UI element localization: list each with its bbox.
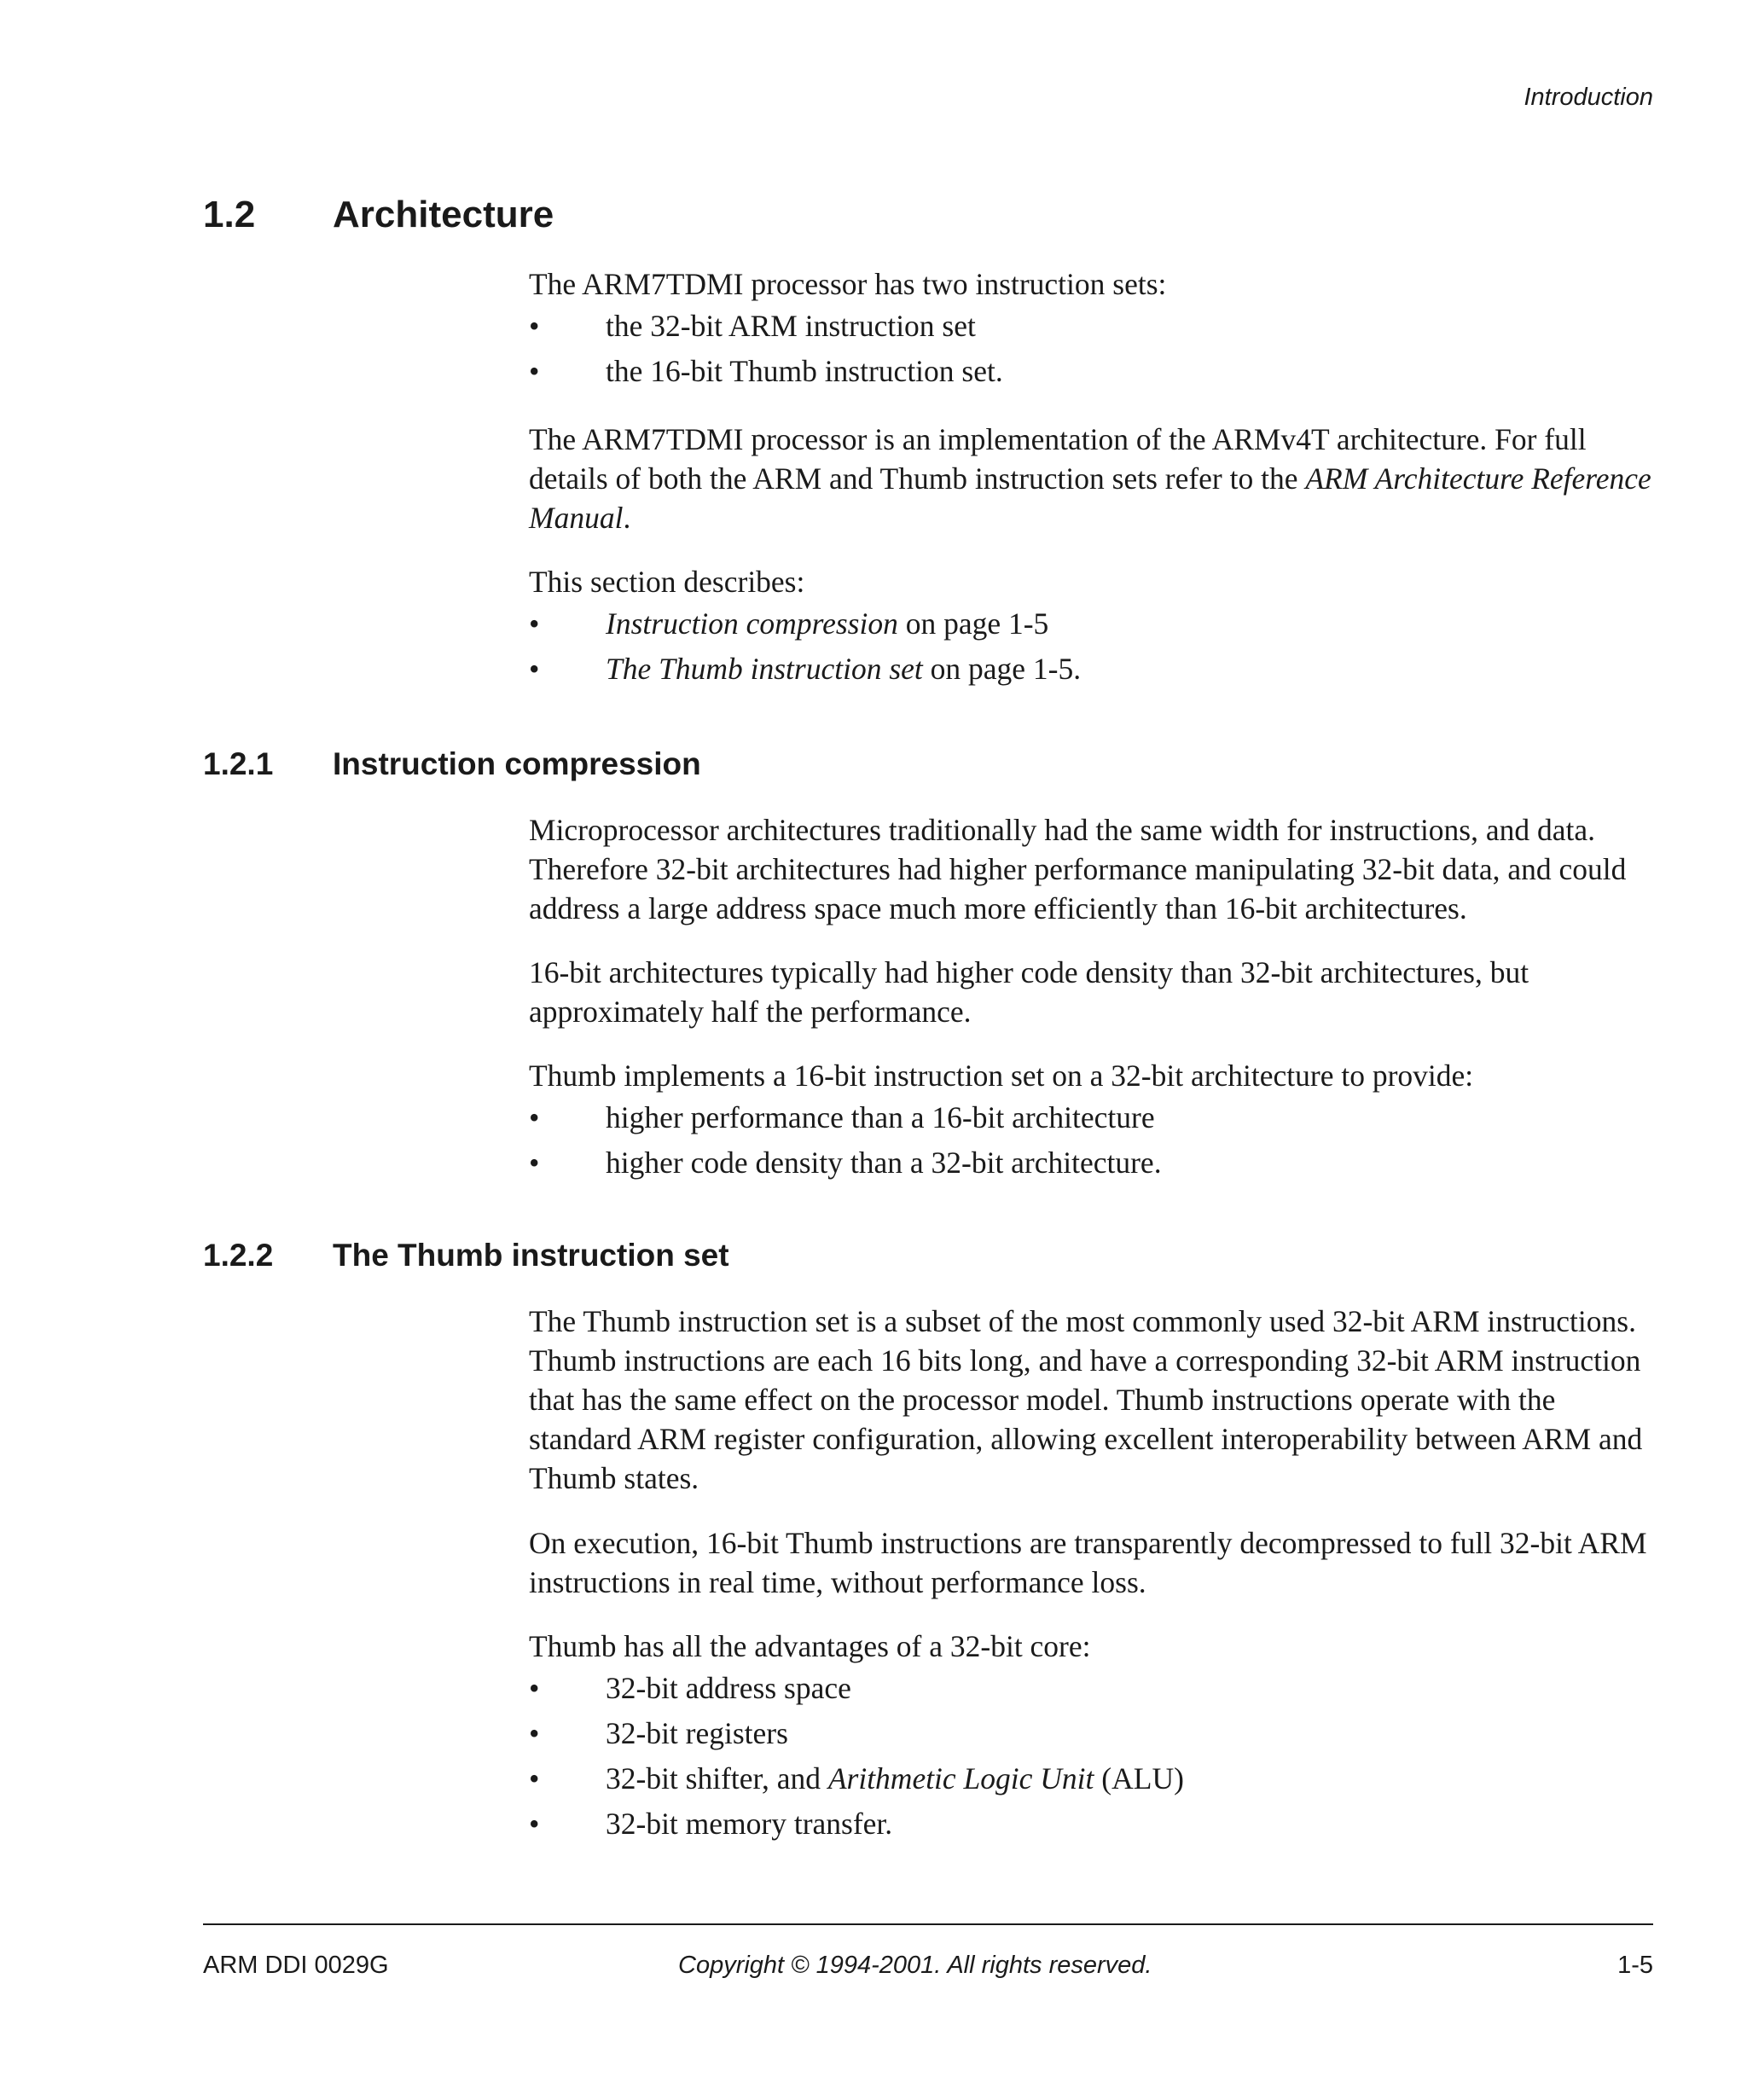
thumb-benefits-list	[529, 1095, 1655, 1186]
section-contents	[529, 562, 1655, 692]
list-item: • higher performance than a 16-bit architecture	[529, 1100, 1155, 1134]
running-header: Introduction	[1524, 84, 1653, 111]
list-item: • the 32-bit ARM instruction set	[529, 309, 976, 343]
subsection-title: Instruction compression	[333, 746, 701, 781]
subsection-heading	[203, 743, 1653, 786]
thumb-paragraph-2: On execution, 16-bit Thumb instructions are transparently decompressed to full 32-bit ARM instructions in real time, without performance loss.	[529, 1526, 1647, 1599]
core-advantages-list	[529, 1666, 1655, 1847]
subsection-number: 1.2.2	[203, 1238, 274, 1273]
list-item: • the 16-bit Thumb instruction set.	[529, 354, 1003, 388]
thumb-paragraph-3: Thumb has all the advantages of a 32-bit core: • 32-bit address space • 32-bit registers • 32-bit shifter, and Arithmetic Logic Unit (ALU) • 32-bit memory transfer.	[529, 1627, 1655, 1847]
list-item: • 32-bit registers	[529, 1716, 788, 1750]
subsection-title: The Thumb instruction set	[333, 1238, 729, 1273]
list-item: • higher code density than a 32-bit architecture.	[529, 1146, 1162, 1180]
section-heading	[203, 189, 1653, 241]
architecture-paragraph: The ARM7TDMI processor is an implementation of the ARMv4T architecture. For full details of both the ARM and Thumb instruction sets refer to the ARM Architecture Reference Manual.	[529, 422, 1651, 535]
footer-divider	[203, 1923, 1653, 1925]
subsection-heading	[203, 1234, 1653, 1277]
thumb-paragraph-1: The Thumb instruction set is a subset of the most commonly used 32-bit ARM instructions. Thumb instructions are each 16 bits long, and have a corresponding 32-bit ARM instruction that has the same effect on the processor model. Thumb instructions operate with the standard ARM register configuration, allowing excellent interoperability between ARM and Thumb states.	[529, 1304, 1643, 1495]
subsection-number: 1.2.1	[203, 746, 274, 781]
instruction-sets-list	[529, 304, 1655, 394]
list-item: • 32-bit memory transfer.	[529, 1807, 893, 1841]
page-number: 1-5	[1617, 1952, 1653, 1979]
compression-paragraph-1: Microprocessor architectures traditionally had the same width for instructions, and data. Therefore 32-bit architectures had higher performance manipulating 32-bit data, and could address a large address space much more efficiently than 16-bit architectures.	[529, 813, 1627, 925]
section-toc-list	[529, 601, 1655, 692]
section-title: Architecture	[333, 194, 554, 235]
toc-item[interactable]: • Instruction compression on page 1-5	[529, 606, 1049, 641]
list-item: • 32-bit address space	[529, 1671, 851, 1705]
list-item: • 32-bit shifter, and Arithmetic Logic Unit (ALU)	[529, 1761, 1184, 1795]
toc-item[interactable]: • The Thumb instruction set on page 1-5.	[529, 652, 1082, 686]
section-body	[529, 264, 1655, 394]
compression-paragraph-2: 16-bit architectures typically had higher code density than 32-bit architectures, but approximately half the performance.	[529, 955, 1529, 1029]
reference-manual-title: ARM Architecture Reference Manual	[529, 461, 1651, 535]
section-number: 1.2	[203, 194, 256, 235]
compression-paragraph-3: Thumb implements a 16-bit instruction set on a 32-bit architecture to provide: • higher performance than a 16-bit architecture • higher code density than a 32-bit architecture.	[529, 1056, 1655, 1186]
describes-text: This section describes:	[529, 565, 805, 599]
copyright-notice: Copyright © 1994-2001. All rights reserved.	[678, 1952, 1152, 1979]
section-intro: The ARM7TDMI processor has two instruction sets:	[529, 267, 1167, 301]
document-id: ARM DDI 0029G	[203, 1952, 389, 1979]
